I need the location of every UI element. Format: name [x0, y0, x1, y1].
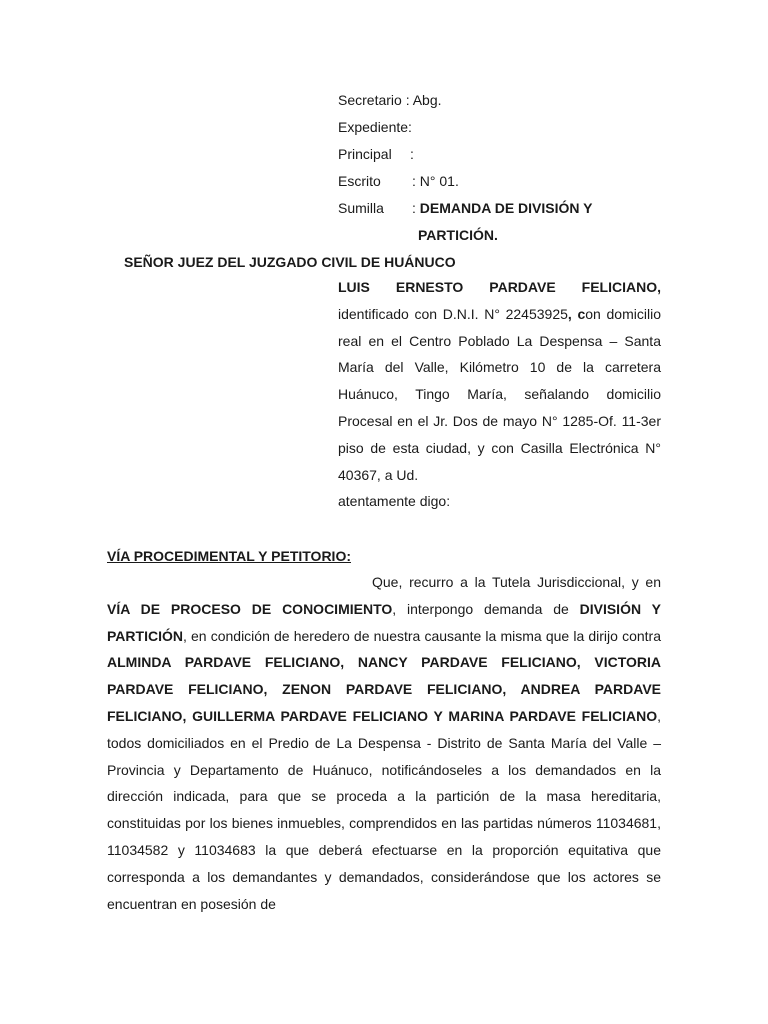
header-sumilla — [338, 195, 592, 221]
intro-text: identificado con D.N.I. N° 22453925, con domicilio real en el Centro Poblado La Despensa – Santa María del Valle, Kilómetro 10 de la carretera Huánuco, Tingo María, señalando domicilio Procesal en el Jr. Dos de mayo N° 1285-Of. 11-3er piso de esta ciudad, y con Casilla Electrónica N° 40367, a Ud. — [338, 305, 661, 483]
secretario-value: : Abg. — [405, 92, 442, 108]
secretario-label: Secretario — [338, 92, 402, 108]
expediente-label: Expediente: — [338, 119, 412, 135]
plaintiff-name: LUIS ERNESTO PARDAVE FELICIANO, — [338, 279, 661, 295]
petitorio-paragraph: Que, recurro a la Tutela Jurisdiccional, y en VÍA DE PROCESO DE CONOCIMIENTO, interpongo demanda de DIVISIÓN Y PARTICIÓN, en condición de heredero de nuestra causante la misma que la dirijo contra ALMINDA PARDAVE FELICIANO, NANCY PARDAVE FELICIANO, VICTORIA PARDAVE FELICIANO, ZENON PARDAVE FELICIANO, ANDREA PARDAVE FELICIANO, GUILLERMA PARDAVE FELICIANO Y MARINA PARDAVE FELICIANO, todos domiciliados en el Predio de La Despensa - Distrito de Santa María del Valle – Provincia y Departamento de Huánuco, notificándoseles a los demandados en la dirección indicada, para que se proceda a la partición de la masa hereditaria, constituidas por los bienes inmuebles, comprendidos en las partidas números 11034681, 11034582 y 11034683 la que deberá efectuarse en la proporción equitativa que corresponda a los demandantes y demandados, considerándose que los actores se encuentran en posesión de — [107, 574, 661, 912]
header-sumilla-line2 — [418, 222, 498, 248]
header-secretario — [338, 87, 442, 113]
addressee: SEÑOR JUEZ DEL JUZGADO CIVIL DE HUÁNUCO — [124, 254, 456, 270]
intro-closing: atentamente digo: — [338, 493, 451, 510]
header-principal — [338, 141, 414, 167]
header-expediente — [338, 114, 412, 140]
principal-value: : — [410, 146, 414, 162]
sumilla-label: Sumilla — [338, 200, 384, 216]
header-escrito — [338, 168, 459, 194]
intro-paragraph — [338, 274, 661, 515]
escrito-value: : N° 01. — [412, 173, 459, 189]
section-title: VÍA PROCEDIMENTAL Y PETITORIO: — [107, 548, 351, 564]
sumilla-colon: : — [412, 200, 416, 216]
principal-label: Principal — [338, 146, 392, 162]
sumilla-value-line1: DEMANDA DE DIVISIÓN Y — [419, 200, 593, 216]
sumilla-value-line2: PARTICIÓN. — [418, 227, 498, 243]
escrito-label: Escrito — [338, 173, 381, 189]
